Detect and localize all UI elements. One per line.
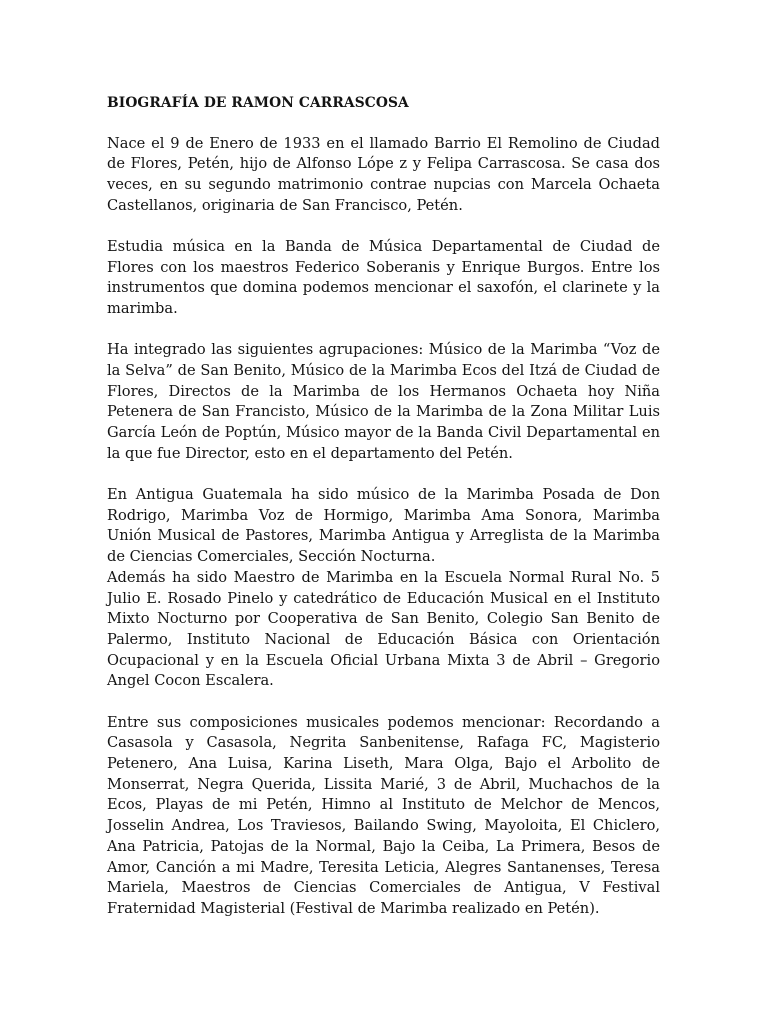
paragraph-birth: Nace el 9 de Enero de 1933 en el llamado Barrio El Remolino de Ciudad de Flores, Petén, hijo de Alfonso Lópe z y Felipa Carrascosa. Se casa dos veces, en su segundo matrimonio contrae nupcias con Marcela Ochaeta Castellanos, originaria de San Francisco, Petén. bbox=[107, 134, 660, 214]
paragraph-compositions: Entre sus composiciones musicales podemos mencionar: Recordando a Casasola y Casasola, Negrita Sanbenitense, Rafaga FC, Magisterio Petenero, Ana Luisa, Karina Liseth, Mara Olga, Bajo el Arbolito de Monserrat, Negra Querida, Lissita Marié, 3 de Abril, Muchachos de la Ecos, Playas de mi Petén, Himno al Instituto de Melchor de Mencos, Josselin Andrea, Los Traviesos, Bailando Swing, Mayoloita, El Chiclero, Ana Patricia, Patojas de la Normal, Bajo la Ceiba, La Primera, Besos de Amor, Canción a mi Madre, Teresita Leticia, Alegres Santanenses, Teresa Mariela, Maestros de Ciencias Comerciales de Antigua, V Festival Fraternidad Magisterial (Festival de Marimba realizado en Petén). bbox=[107, 713, 660, 917]
paragraph-teaching: Además ha sido Maestro de Marimba en la Escuela Normal Rural No. 5 Julio E. Rosado Pinelo y catedrático de Educación Musical en el Instituto Mixto Nocturno por Cooperativa de San Benito, Colegio San Benito de Palermo, Instituto Nacional de Educación Básica con Orientación Ocupacional y en la Escuela Oficial Urbana Mixta 3 de Abril – Gregorio Angel Cocon Escalera. bbox=[107, 568, 660, 690]
paragraph-groups: Ha integrado las siguientes agrupaciones: Músico de la Marimba “Voz de la Selva” de San Benito, Músico de la Marimba Ecos del Itzá de Ciudad de Flores, Directos de la Marimba de los Hermanos Ochaeta hoy Niña Petenera de San Francisto, Músico de la Marimba de la Zona Militar Luis García León de Poptún, Músico mayor de la Banda Civil Departamental en la que fue Director, esto en el departamento del Petén. bbox=[107, 341, 660, 462]
paragraph-antigua: En Antigua Guatemala ha sido músico de la Marimba Posada de Don Rodrigo, Marimba Voz de Hormigo, Marimba Ama Sonora, Marimba Unión Musical de Pastores, Marimba Antigua y Arreglista de la Marimba de Ciencias Comerciales, Sección Nocturna. bbox=[107, 486, 660, 566]
document-title: BIOGRAFÍA DE RAMON CARRASCOSA bbox=[107, 95, 409, 111]
document-page bbox=[107, 93, 660, 940]
paragraph-studies: Estudia música en la Banda de Música Departamental de Ciudad de Flores con los maestros Federico Soberanis y Enrique Burgos. Entre los instrumentos que domina podemos mencionar el saxofón, el clarinete y la marimba. bbox=[107, 238, 660, 318]
